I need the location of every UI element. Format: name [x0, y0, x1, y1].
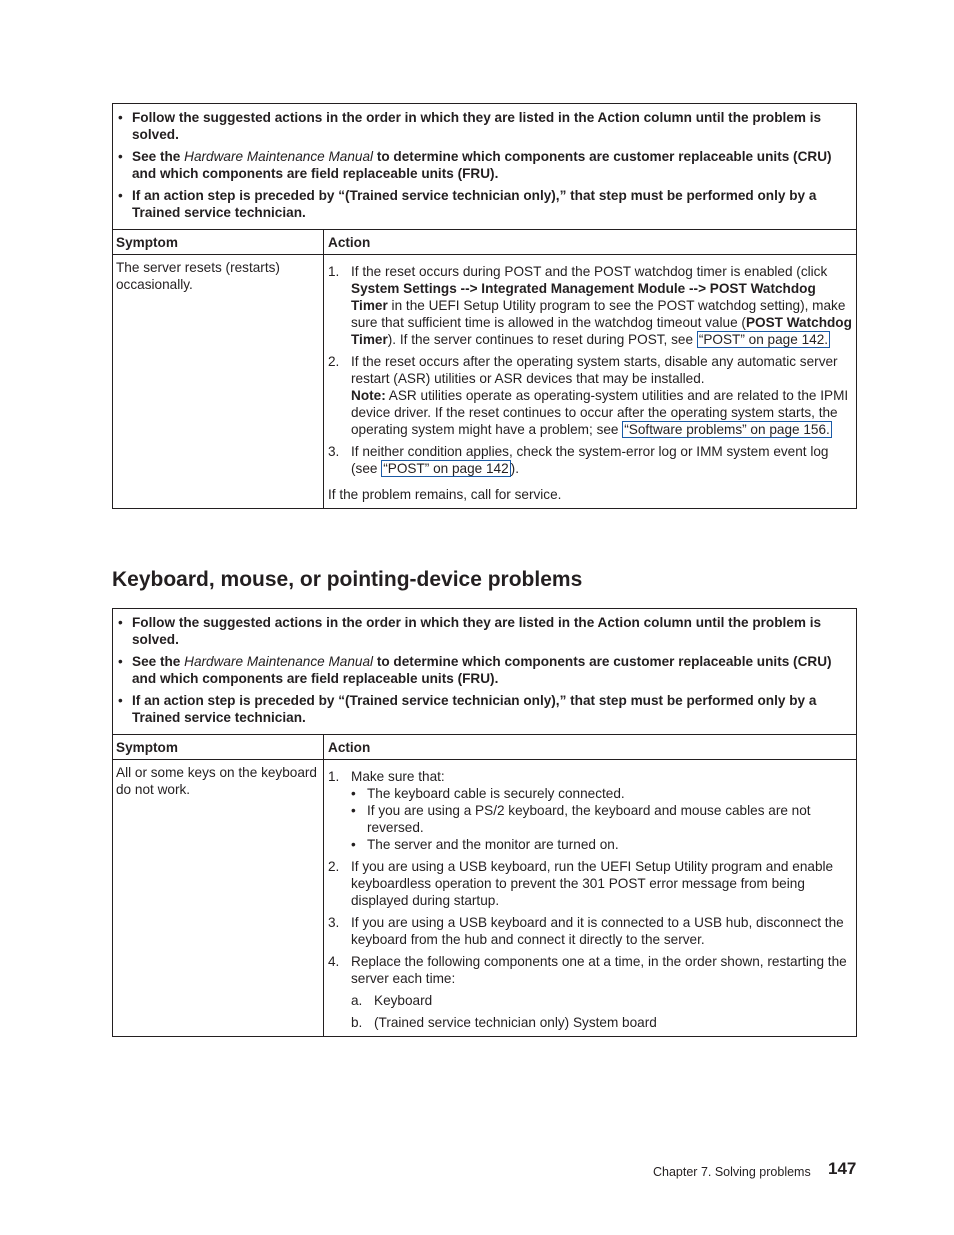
sub-item-letter: b. — [351, 1015, 363, 1030]
sub-item-text: If you are using a PS/2 keyboard, the keyboard and mouse cables are not reversed. — [367, 803, 811, 835]
instruction-note — [116, 187, 850, 221]
manual-title: Hardware Maintenance Manual — [184, 654, 374, 669]
bullet: • — [118, 188, 123, 203]
sub-item — [351, 1014, 852, 1031]
action-step — [328, 768, 852, 853]
step-text: Replace the following components one at a time, in the order shown, restarting the server each time: — [351, 954, 847, 986]
action-step — [328, 263, 852, 348]
sub-item-text: The server and the monitor are turned on. — [367, 837, 619, 852]
step-number: 2. — [328, 354, 340, 369]
action-header: Action — [328, 235, 371, 250]
bullet: • — [351, 837, 356, 852]
page-number: 147 — [828, 1159, 857, 1178]
table-row — [113, 255, 856, 508]
instructions-block — [113, 104, 856, 230]
instructions-block — [113, 609, 856, 735]
step-text: If you are using a USB keyboard, run the UEFI Setup Utility program and enable keyboardless operation to prevent the 301 POST error message from being displayed during startup. — [351, 859, 834, 908]
menu-path: System Settings --> Integrated Management Module --> POST Watchdog Timer — [351, 281, 816, 313]
chapter-footer: Chapter 7. Solving problems — [653, 1165, 811, 1179]
keyboard-problems-table — [112, 608, 857, 1037]
table-row — [113, 760, 856, 1036]
manual-title: Hardware Maintenance Manual — [184, 149, 374, 164]
action-step — [328, 443, 852, 477]
sub-item-text: The keyboard cable is securely connected. — [367, 786, 625, 801]
symptom-header: Symptom — [113, 230, 324, 254]
symptom-cell: All or some keys on the keyboard do not work. — [113, 760, 324, 1036]
action-cell — [324, 255, 856, 508]
step-number: 1. — [328, 264, 340, 279]
symptom-cell: The server resets (restarts) occasionally. — [113, 255, 324, 508]
step-text: Make sure that: — [351, 769, 445, 784]
instruction-text: If an action step is preceded by “(Trained service technician only),” that step must be performed only by a Trained service technician. — [132, 188, 817, 220]
instruction-text: See the — [132, 654, 181, 669]
step-number: 3. — [328, 915, 340, 930]
action-step — [328, 353, 852, 438]
sub-item-text: (Trained service technician only) System board — [374, 1015, 657, 1030]
table-header-row — [113, 735, 856, 760]
instruction-text: Follow the suggested actions in the order in which they are listed in the Action column until the problem is solved. — [132, 615, 822, 647]
action-step — [328, 914, 852, 948]
action-step — [328, 858, 852, 909]
bullet: • — [351, 786, 356, 801]
instruction-text: to determine which components are customer replaceable units (CRU) and which components are field replaceable units (FRU). — [132, 654, 832, 686]
sub-item — [351, 836, 852, 853]
note-label: Note: — [351, 388, 386, 403]
bullet: • — [118, 110, 123, 125]
step-text: If you are using a USB keyboard and it is connected to a USB hub, disconnect the keyboard from the hub and connect it directly to the server. — [351, 915, 844, 947]
action-step — [328, 953, 852, 1031]
step-text: If the reset occurs after the operating system starts, disable any automatic server restart (ASR) utilities or ASR devices that may be installed. Note: ASR utilities operate as operating-system utilities and are related to the IPMI device driver. If the reset continues to occur after the operating system starts, the operating system might have a problem; see “Software problems” on page 156. — [351, 354, 849, 437]
step-text: If neither condition applies, check the system-error log or IMM system event log (see “POST” on page 142 ). — [351, 444, 829, 476]
setting-name: POST Watchdog Timer — [351, 315, 852, 347]
instruction-text: Follow the suggested actions in the order in which they are listed in the Action column until the problem is solved. — [132, 110, 822, 142]
sub-item-text: Keyboard — [374, 993, 433, 1008]
bullet: • — [351, 803, 356, 818]
bullet: • — [118, 654, 123, 669]
instruction-note — [116, 109, 850, 143]
instruction-note — [116, 692, 850, 726]
section-heading: Keyboard, mouse, or pointing-device problems — [112, 568, 583, 591]
reset-problems-table — [112, 103, 857, 509]
instruction-text: to determine which components are customer replaceable units (CRU) and which components are field replaceable units (FRU). — [132, 149, 832, 181]
service-footer-text: If the problem remains, call for service. — [328, 487, 562, 502]
step-number: 1. — [328, 769, 340, 784]
instruction-note — [116, 653, 850, 687]
post-page-link[interactable]: “POST” on page 142 — [383, 461, 509, 476]
sub-item — [351, 785, 852, 802]
software-problems-link[interactable]: “Software problems” on page 156. — [624, 422, 830, 437]
bullet: • — [118, 693, 123, 708]
step-number: 3. — [328, 444, 340, 459]
instruction-note — [116, 148, 850, 182]
bullet: • — [118, 615, 123, 630]
instruction-text: See the — [132, 149, 181, 164]
symptom-header: Symptom — [113, 735, 324, 759]
sub-item — [351, 802, 852, 836]
post-page-link[interactable]: “POST” on page 142. — [698, 332, 829, 347]
instruction-note — [116, 614, 850, 648]
bullet: • — [118, 149, 123, 164]
action-header: Action — [328, 740, 371, 755]
step-number: 4. — [328, 954, 340, 969]
step-text: If the reset occurs during POST and the POST watchdog timer is enabled (click System Settings --> Integrated Management Module --> POST Watchdog Timer in the UEFI Setup Utility program to see the POST watchdog setting), make sure that sufficient time is allowed in the watchdog timeout value (POST Watchdog Timer). If the server continues to reset during POST, see “POST” on page 142. — [351, 264, 852, 347]
table-header-row — [113, 230, 856, 255]
sub-item-letter: a. — [351, 993, 363, 1008]
action-cell — [324, 760, 856, 1036]
step-number: 2. — [328, 859, 340, 874]
sub-item — [351, 992, 852, 1009]
instruction-text: If an action step is preceded by “(Trained service technician only),” that step must be performed only by a Trained service technician. — [132, 693, 817, 725]
